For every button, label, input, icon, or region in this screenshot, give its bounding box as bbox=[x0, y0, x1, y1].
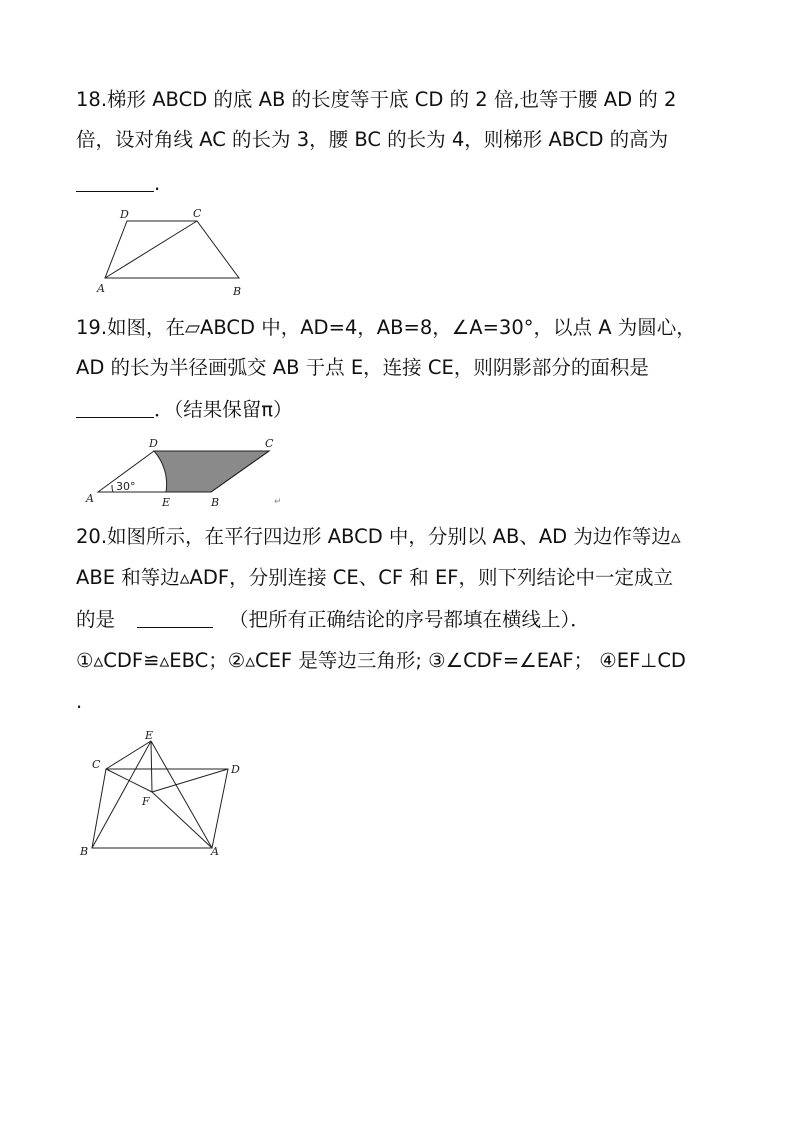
q20-line-3-start: 的是 bbox=[76, 608, 116, 631]
q19-angle-label: 30° bbox=[116, 480, 136, 493]
q20-segment-fd bbox=[152, 769, 228, 792]
q20-line-2: ABE 和等边▵ADF，分别连接 CE、CF 和 EF，则下列结论中一定成立 bbox=[76, 566, 673, 589]
q19-line-2: AD 的长为半径画弧交 AB 于点 E，连接 CE，则阴影部分的面积是 bbox=[76, 356, 649, 379]
q18-label-c: C bbox=[193, 207, 202, 220]
q20-label-e: E bbox=[145, 729, 154, 742]
q18-end: . bbox=[154, 172, 161, 195]
q20-line-1: 20.如图所示，在平行四边形 ABCD 中，分别以 AB、AD 为边作等边▵ bbox=[76, 525, 681, 548]
q20-options-line: ①▵CDF≌▵EBC；②▵CEF 是等边三角形; ③∠CDF=∠EAF； ④EF⊥CD bbox=[76, 649, 686, 672]
q19-line-1: 19.如图，在▱ABCD 中，AD=4，AB=8，∠A=30°，以点 A 为圆心， bbox=[76, 316, 696, 339]
q20-segment-ef bbox=[151, 741, 152, 792]
q19-angle-arc bbox=[112, 485, 113, 492]
q18-line-1: 18.梯形 ABCD 的底 AB 的长度等于底 CD 的 2 倍,也等于腰 AD 的 2 bbox=[76, 88, 677, 111]
q19-return-mark: ↵ bbox=[274, 497, 282, 507]
q19-label-b: B bbox=[211, 496, 220, 509]
q18-trapezoid-outline bbox=[105, 221, 239, 278]
q18-label-d: D bbox=[120, 208, 129, 221]
q20-line-5: . bbox=[76, 690, 83, 713]
q20-parallelogram-figure bbox=[76, 728, 256, 863]
q18-trapezoid-figure bbox=[90, 202, 250, 302]
q20-segment-ce bbox=[106, 741, 151, 769]
q19-parallelogram-figure bbox=[82, 432, 292, 512]
q18-line-2: 倍，设对角线 AC 的长为 3，腰 BC 的长为 4，则梯形 ABCD 的高为 bbox=[76, 128, 669, 151]
q20-parallelogram-outline bbox=[92, 769, 228, 848]
q19-label-d: D bbox=[149, 437, 158, 450]
q18-answer-blank[interactable] bbox=[76, 171, 154, 192]
q20-label-d: D bbox=[231, 763, 240, 776]
q19-label-a: A bbox=[86, 492, 94, 505]
q18-answer-line bbox=[76, 170, 160, 198]
q20-label-c: C bbox=[92, 758, 101, 771]
q19-answer-blank[interactable] bbox=[76, 397, 154, 418]
q19-label-e: E bbox=[162, 496, 171, 509]
q18-diagonal-ac bbox=[105, 221, 197, 278]
q20-segment-cf bbox=[106, 769, 152, 792]
q19-end: ．（结果保留π） bbox=[154, 398, 293, 421]
q19-label-c: C bbox=[265, 437, 274, 450]
q20-line-3 bbox=[76, 606, 590, 634]
q20-label-a: A bbox=[211, 845, 219, 858]
q18-label-a: A bbox=[97, 282, 105, 295]
q20-line-3-end: （把所有正确结论的序号都填在横线上）． bbox=[229, 608, 590, 631]
q20-segment-fa bbox=[152, 792, 212, 848]
q19-shaded-region bbox=[154, 451, 269, 492]
q20-segment-ea bbox=[151, 741, 212, 848]
q19-answer-line bbox=[76, 396, 293, 424]
q20-label-f: F bbox=[142, 795, 150, 808]
q20-label-b: B bbox=[80, 845, 89, 858]
q18-label-b: B bbox=[233, 285, 242, 298]
q20-answer-blank[interactable] bbox=[137, 607, 213, 628]
